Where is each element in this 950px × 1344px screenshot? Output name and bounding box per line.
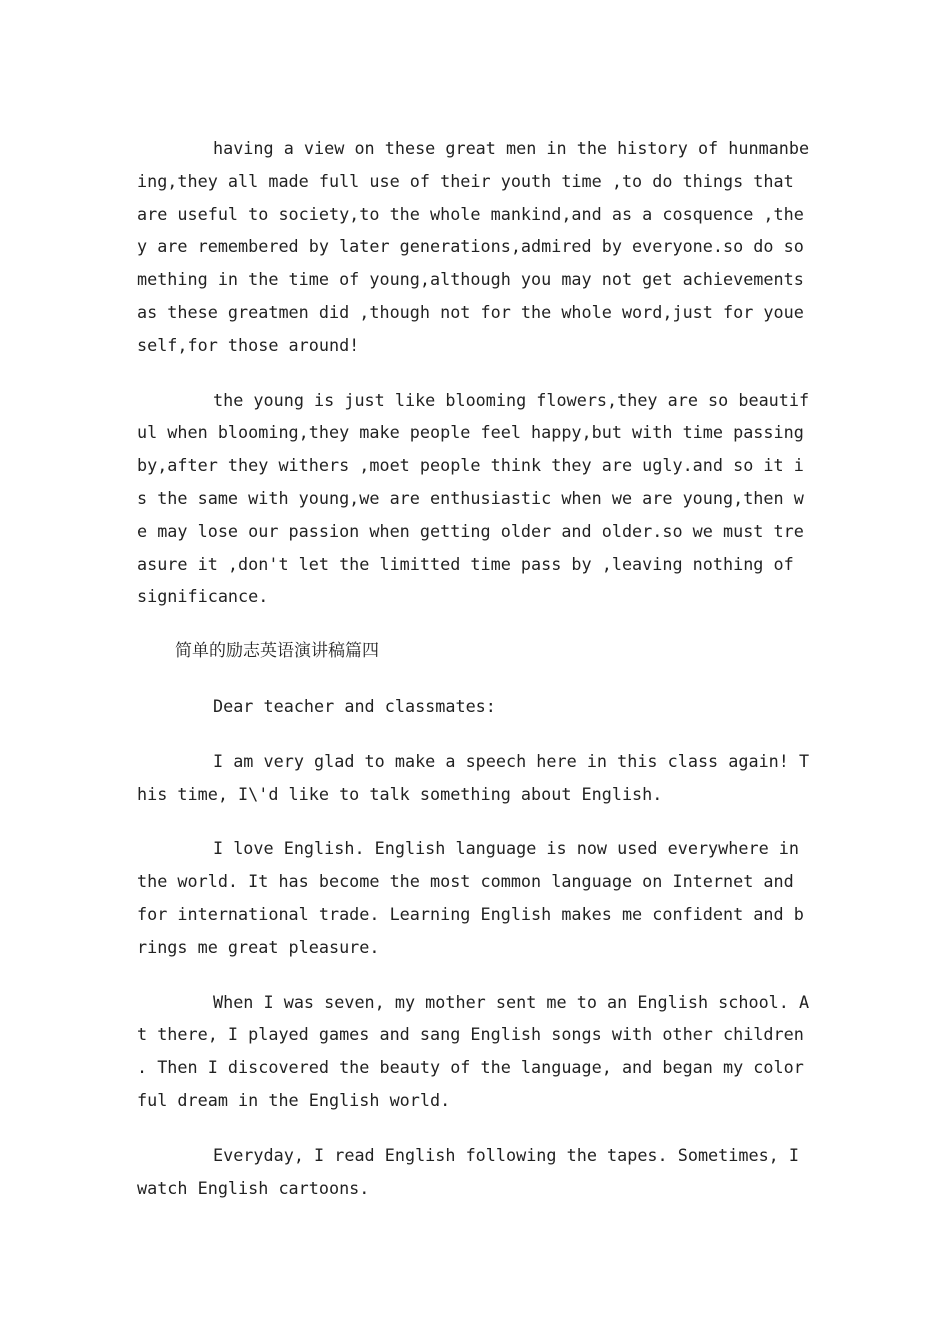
paragraph-english-school: When I was seven, my mother sent me to an English school. At there, I played games and sang English songs with other children . Then I discovered the beauty of the language, and began my colorful dream in the English world.: [137, 991, 810, 1110]
paragraph-everyday: Everyday, I read English following the tapes. Sometimes, I watch English cartoons.: [137, 1144, 799, 1198]
paragraph-love-english: I love English. English language is now used everywhere in the world. It has become the most common language on Internet and for international trade. Learning English makes me confident and brings me great pleasure.: [137, 838, 804, 957]
paragraph-history: having a view on these great men in the history of hunmanbeing,they all made full use of their youth time ,to do things that are useful to society,to the whole mankind,and as a cosquence ,they are remembered by later generations,admired by everyone.so do something in the time of young,although you may not get achievements as these greatmen did ,though not for the whole word,just for youeself,for those around!: [137, 138, 810, 355]
paragraph-blooming-flowers: the young is just like blooming flowers,they are so beautiful when blooming,they make people feel happy,but with time passing by,after they withers ,moet people think they are ugly.and so it is the same with young,we are enthusiastic when we are young,then we may lose our passion when getting older and older.so we must treasure it ,don't let the limitted time pass by ,leaving nothing of significance.: [137, 389, 810, 607]
section-heading: 简单的励志英语演讲稿篇四: [175, 641, 379, 662]
paragraph-intro: I am very glad to make a speech here in this class again! This time, I\'d like to talk something about English.: [137, 750, 810, 804]
document-body: [137, 132, 813, 1226]
paragraph-salutation: Dear teacher and classmates:: [213, 695, 496, 716]
